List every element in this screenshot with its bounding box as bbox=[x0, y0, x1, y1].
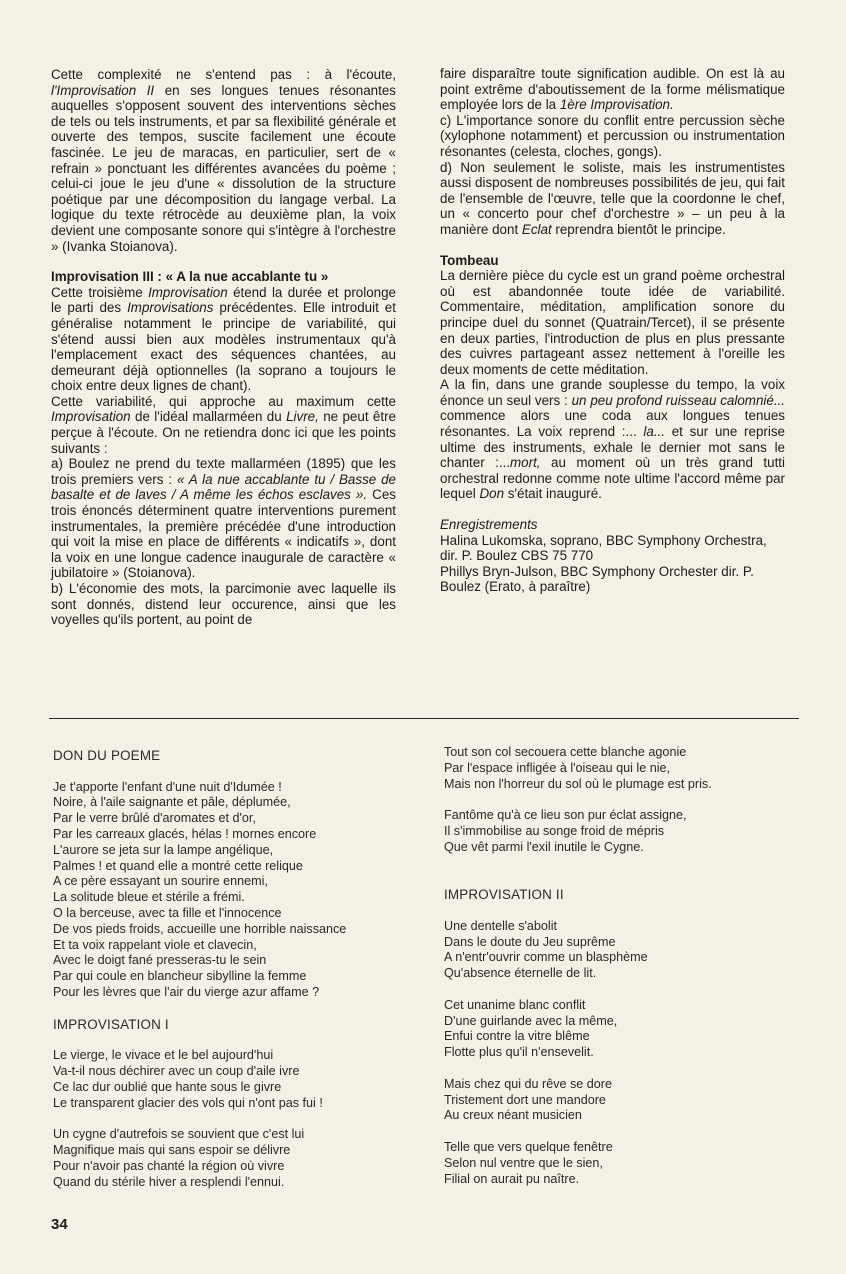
verse-line: Cet unanime blanc conflit bbox=[444, 997, 586, 1012]
text: ne peut être perçue à l'écoute. On ne retiendra donc ici que les points suivants : bbox=[51, 409, 396, 456]
text: en ses longues tenues résonantes auquelles s'opposent souvent des interventions sèches de tels ou tels instruments, et par sa flexibilité générale et ouverte des tempos, suscite facilement une écoute fascinée. Le jeu de maracas, en particulier, sert de « refrain » ponctuant les différentes avancées du poème ; celui-ci joue le jeu d'une « dissolution de la structure poétique par une décomposition du langage verbal. La logique du texte rétrocède au deuxième plan, la voix devient une composante sonore qui s'intègre à l'orchestre » (Ivanka Stoianova). bbox=[51, 82, 396, 254]
verse-line: Une dentelle s'abolit bbox=[444, 918, 558, 933]
stanza bbox=[53, 1127, 413, 1190]
recordings-heading: Enregistrements bbox=[440, 517, 538, 533]
paragraph bbox=[51, 394, 396, 456]
verse-line: Magnifique mais qui sans espoir se délivre bbox=[53, 1142, 291, 1157]
stanza bbox=[53, 780, 413, 1001]
verse-line: Flotte plus qu'il n'ensevelit. bbox=[444, 1045, 594, 1060]
italic-text: un peu profond ruisseau calomnié... bbox=[571, 392, 785, 408]
italic-text: Don bbox=[479, 486, 505, 502]
text: Cette troisième bbox=[51, 284, 149, 300]
italic-text: l'Improvisation II bbox=[51, 82, 155, 98]
verse-line: Pour les lèvres que l'air du vierge azur affame ? bbox=[53, 984, 320, 999]
poem-title: IMPROVISATION II bbox=[444, 887, 564, 903]
text: A la fin, dans une grande souplesse du tempo, la voix énonce un seul vers : bbox=[440, 377, 785, 408]
text: reprendra bientôt le principe. bbox=[551, 221, 726, 237]
text: La dernière pièce du cycle est un grand poème orchestral où est abandonnée toute idée de variabilité. Commentaire, méditation, amplification sonore du principe duel du sonnet (Quatrain/Tercet), il se présente en deux parties, l'introduction de plus en plus pressante des cuivres partageant assez nettement à l'oreille les deux moments de cette méditation. bbox=[440, 268, 785, 377]
verse-line: Enfui contre la vitre blême bbox=[444, 1029, 590, 1044]
stanza bbox=[444, 745, 804, 792]
verse-line: Filial on aurait pu naître. bbox=[444, 1171, 580, 1186]
paragraph bbox=[51, 581, 396, 628]
italic-text: Livre, bbox=[286, 409, 319, 425]
verse-line: Mais chez qui du rêve se dore bbox=[444, 1076, 613, 1091]
verse-line: Avec le doigt fané presseras-tu le sein bbox=[53, 953, 267, 968]
text: de l'idéal mallarméen du bbox=[130, 409, 287, 425]
verse-line: Tout son col secouera cette blanche agonie bbox=[444, 745, 687, 759]
verse-line: Palmes ! et quand elle a montré cette relique bbox=[53, 858, 303, 873]
verse-line: Que vêt parmi l'exil inutile le Cygne. bbox=[444, 839, 644, 854]
text: c) L'importance sonore du conflit entre percussion sèche (xylophone notamment) et percussion ou instrumentation résonantes (celesta, cloches, gongs). bbox=[440, 112, 785, 159]
verse-line: Fantôme qu'à ce lieu son pur éclat assigne, bbox=[444, 808, 687, 823]
text: précédentes. Elle introduit et généralise notamment le principe de variabilité, qui s'étend aussi bien aux modèles instrumentaux qu'à l'emplacement exact des séquences chantées, au demeurant déjà optionnelles (la soprano a toujours le choix entre deux lignes de chant). bbox=[51, 300, 396, 394]
text: étend la durée et prolonge le parti des bbox=[51, 284, 396, 316]
divider-rule bbox=[49, 718, 799, 719]
stanza bbox=[444, 1077, 804, 1124]
stanza bbox=[444, 998, 804, 1061]
page-number: 34 bbox=[51, 1216, 68, 1233]
verse-line: Va-t-il nous déchirer avec un coup d'aile ivre bbox=[53, 1063, 300, 1078]
paragraph bbox=[440, 160, 785, 238]
text: faire disparaître toute signification audible. On est là au point extrême d'aboutissement de la forme mélismatique employée lors de la bbox=[440, 66, 785, 113]
text: Ces trois énoncés déterminent quatre interventions purement instrumentales, la première précédée d'une introduction qui voit la mise en place de différents « indicatifs », dont la voix en une longue cadence inaugurale de caractère « jubilatoire » (Stoianova). bbox=[51, 487, 396, 581]
italic-text: Improvisation bbox=[51, 409, 131, 425]
verse-line: Selon nul ventre que le sien, bbox=[444, 1155, 603, 1170]
paragraph bbox=[440, 66, 785, 113]
poem-column-right bbox=[444, 745, 804, 1187]
verse-line: La solitude bleue et stérile a frémi. bbox=[53, 890, 245, 905]
text: Cette complexité ne s'entend pas : à l'écoute, bbox=[51, 67, 396, 82]
text: a) Boulez ne prend du texte mallarméen (1895) que les trois premiers vers : bbox=[51, 456, 396, 487]
verse-line: L'aurore se jeta sur la lampe angélique, bbox=[53, 842, 274, 857]
recording-entry: Phillys Bryn-Julson, BBC Symphony Orchester dir. P. Boulez (Erato, à paraître) bbox=[440, 563, 754, 595]
verse-line: A ce père essayant un sourire ennemi, bbox=[53, 874, 268, 889]
italic-text: Improvisations bbox=[127, 300, 214, 316]
section-heading: Tombeau bbox=[440, 252, 499, 268]
text: d) Non seulement le soliste, mais les instrumentistes aussi disposent de nombreuses possibilités de jeu, qui fait de l'ensemble de l'œuvre, telle que la coordonne le chef, un « concerto pour chef d'orchestre » – un peu à la manière dont bbox=[440, 159, 785, 237]
verse-line: Il s'immobilise au songe froid de mépris bbox=[444, 823, 665, 838]
verse-line: Le vierge, le vivace et le bel aujourd'hui bbox=[53, 1048, 274, 1063]
verse-line: Noire, à l'aile saignante et pâle, déplumée, bbox=[53, 795, 291, 810]
paragraph bbox=[51, 67, 396, 254]
verse-line: Tristement dort une mandore bbox=[444, 1092, 606, 1107]
verse-line: Je t'apporte l'enfant d'une nuit d'Idumée ! bbox=[53, 779, 282, 794]
verse-line: De vos pieds froids, accueille une horrible naissance bbox=[53, 921, 347, 936]
verse-line: Par les carreaux glacés, hélas ! mornes encore bbox=[53, 826, 317, 841]
text: b) L'économie des mots, la parcimonie avec laquelle ils sont donnés, distend leur occurence, ainsi que les voyelles qu'ils portent, au point de bbox=[51, 581, 396, 628]
verse-line: Le transparent glacier des vols qui n'ont pas fui ! bbox=[53, 1095, 323, 1110]
italic-text: Eclat bbox=[521, 221, 552, 237]
verse-line: Par le verre brûlé d'aromates et d'or, bbox=[53, 811, 256, 826]
verse-line: O la berceuse, avec ta fille et l'innocence bbox=[53, 905, 282, 920]
verse-line: Pour n'avoir pas chanté la région où vivre bbox=[53, 1158, 285, 1173]
italic-text: Improvisation bbox=[148, 284, 228, 300]
poem-title: DON DU POEME bbox=[53, 748, 161, 763]
stanza bbox=[444, 1140, 804, 1187]
italic-text: « A la nue accablante tu / Basse de basalte et de laves / A même les échos esclaves ». bbox=[51, 471, 397, 503]
verse-line: Dans le doute du Jeu suprême bbox=[444, 934, 616, 949]
italic-text: mort, bbox=[510, 455, 541, 471]
article-column-left bbox=[51, 67, 396, 628]
italic-text: la... bbox=[643, 424, 665, 440]
paragraph bbox=[51, 285, 396, 394]
paragraph bbox=[440, 113, 785, 160]
verse-line: Ce lac dur oublié que hante sous le givre bbox=[53, 1079, 282, 1094]
verse-line: A n'entr'ouvrir comme un blasphème bbox=[444, 950, 648, 965]
stanza bbox=[53, 1048, 413, 1111]
text: commence alors une coda aux longues tenues résonantes. La voix reprend :... bbox=[440, 408, 785, 440]
text: Cette variabilité, qui approche au maximum cette bbox=[51, 393, 396, 409]
verse-line: Qu'absence éternelle de lit. bbox=[444, 966, 597, 981]
poem-title: IMPROVISATION I bbox=[53, 1016, 169, 1032]
verse-line: Telle que vers quelque fenêtre bbox=[444, 1139, 613, 1154]
verse-line: D'une guirlande avec la même, bbox=[444, 1013, 618, 1028]
verse-line: Par l'espace infligée à l'oiseau qui le nie, bbox=[444, 760, 671, 775]
verse-line: Par qui coule en blancheur sibylline la femme bbox=[53, 969, 307, 984]
poem-column-left bbox=[53, 748, 413, 1190]
recording-entry: Halina Lukomska, soprano, BBC Symphony Orchestra, dir. P. Boulez CBS 75 770 bbox=[440, 532, 767, 564]
stanza bbox=[444, 808, 804, 855]
verse-line: Au creux néant musicien bbox=[444, 1108, 582, 1123]
text: au moment où un très grand tutti orchestral redonne comme note ultime l'accord même par lequel bbox=[440, 455, 785, 502]
paragraph bbox=[440, 268, 785, 377]
section-heading: Improvisation III : « A la nue accablante tu » bbox=[51, 269, 329, 285]
paragraph bbox=[51, 456, 396, 581]
italic-text: 1ère Improvisation. bbox=[559, 97, 674, 113]
verse-line: Mais non l'horreur du sol où le plumage est pris. bbox=[444, 776, 712, 791]
verse-line: Un cygne d'autrefois se souvient que c'est lui bbox=[53, 1127, 305, 1142]
verse-line: Et ta voix rappelant viole et clavecin, bbox=[53, 937, 257, 952]
text: et sur une reprise ultime des instruments, exhale le dernier mot sans le chanter :... bbox=[440, 424, 785, 471]
text: s'était inauguré. bbox=[504, 486, 602, 502]
stanza bbox=[444, 919, 804, 982]
paragraph bbox=[440, 377, 785, 502]
verse-line: Quand du stérile hiver a resplendi l'ennui. bbox=[53, 1174, 285, 1189]
article-column-right bbox=[440, 66, 785, 595]
